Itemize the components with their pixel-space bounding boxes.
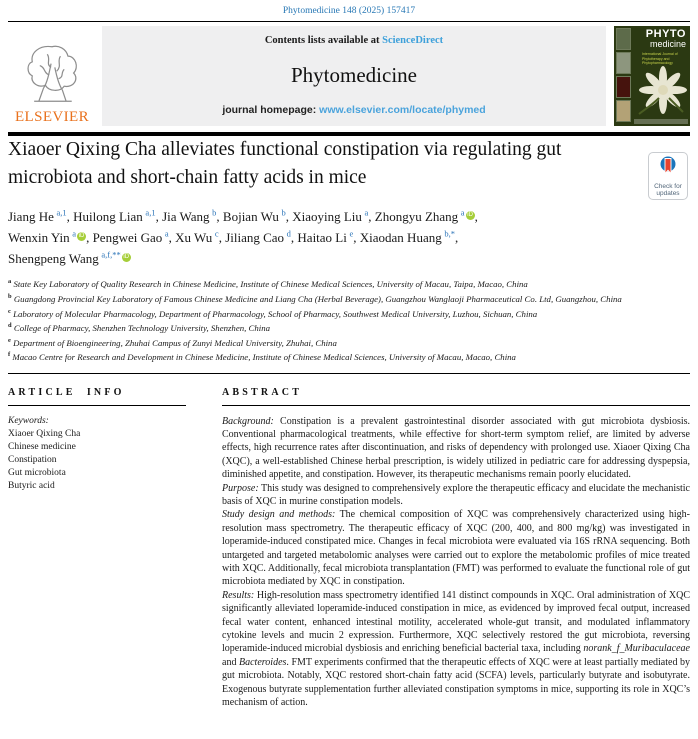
author-superscript: a	[364, 208, 369, 218]
author-name: Jia Wang	[162, 209, 210, 225]
info-abstract-section	[8, 387, 690, 710]
page-citation: Phytomedicine 148 (2025) 157417	[282, 6, 416, 16]
keywords-label: Keywords:	[8, 415, 49, 426]
keyword-item: Gut microbiota	[8, 467, 66, 478]
cover-side-strip	[616, 28, 631, 122]
check-updates-label: Check for updates	[654, 183, 682, 197]
author-name: Bojian Wu	[222, 209, 279, 225]
elsevier-tree-icon	[22, 43, 82, 110]
author: Pengwei Gao $^a$,	[92, 228, 176, 246]
abstract-paragraph: Study design and methods: The chemical composition of XQC was comprehensively characterized using high-resolution mass spectrometry. The therapeutic efficacy of XQC (200, 400, and 800 mg/kg) was investigated in loperamide-induced constipated mice. Changes in fecal microbiota were evaluated via 16S rRNA sequencing. Both untargeted and targeted metabolomic analyses were carried out to explore the metabolomic profiles of mice treated with XQC. Additionally, fecal microbiota transplantation (FMT) was performed to evaluate the functional role of gut microbiota mediated by XQC in constipation.	[222, 509, 690, 588]
cover-subtitle: International Journal of Phytotherapy and Phytopharmacology	[642, 52, 678, 65]
author: Xiaoying Liu $^a$,	[292, 208, 375, 225]
affiliation-item: $^e$ Department of Bioengineering, Zhuhai Campus of Zunyi Medical University, Zhuhai, China	[8, 336, 337, 348]
keyword-item: Constipation	[8, 454, 57, 465]
author-name: Xiaodan Huang	[359, 230, 442, 246]
author: Bojian Wu $^b$,	[222, 208, 293, 225]
abstract-paragraph: Background: Constipation is a prevalent gastrointestinal disorder associated with gut microbiota dysbiosis. Conventional pharmacological treatments, while effective for short-term symptom relief, are limited by adverse effects, high recurrence rates after discontinuation, and risks of dependency with prolonged use. Xiaoer Qixing Cha (XQC), a well-established Chinese herbal prescription, is widely utilized in pediatric care for addressing dyspepsia, diminished appetite, and constipation. However, its therapeutic mechanisms remain poorly elucidated.	[222, 415, 691, 481]
author: Jia Wang $^b$,	[162, 208, 223, 225]
affiliations-list	[8, 276, 656, 363]
author-name: Xiaoying Liu	[292, 209, 362, 225]
author-superscript: b	[212, 208, 217, 218]
authors-line	[8, 205, 513, 267]
author-name: Shengpeng Wang	[8, 250, 99, 266]
abstract-label: Results:	[222, 589, 255, 601]
top-rule	[8, 21, 690, 22]
article-info-rule	[8, 405, 186, 406]
author-superscript: a	[164, 228, 169, 239]
cover-bottom-text	[634, 119, 688, 124]
contents-prefix: Contents lists available at	[264, 35, 383, 46]
author-superscript: a,1	[145, 208, 156, 218]
author-name: Zhongyu Zhang	[374, 209, 459, 225]
author: Xiaodan Huang $^{b,*}$,	[359, 228, 459, 246]
flower-image	[633, 60, 689, 125]
author-superscript: b	[281, 208, 286, 218]
journal-cover-thumbnail[interactable]	[614, 26, 690, 126]
article-title: Xiaoer Qixing Cha alleviates functional constipation via regulating gut microbiota and short-chain fatty acids in mice	[8, 139, 562, 188]
author: Jiliang Cao $^d$,	[225, 228, 298, 246]
elsevier-logo-text: ELSEVIER	[14, 109, 90, 125]
author-name: Huilong Lian	[73, 209, 143, 225]
abstract-paragraph: Purpose: This study was designed to comprehensively explore the therapeutic efficacy and elucidate the mechanistic basis of XQC in murine constipation models.	[222, 482, 690, 508]
abstract-label: Background:	[222, 415, 274, 427]
author: Wenxin Yin $^a$ iD ,	[8, 228, 93, 246]
orcid-icon[interactable]: iD	[467, 212, 473, 218]
contents-line	[265, 35, 443, 46]
author: Jiang He $^{a,1}$,	[8, 208, 74, 225]
author-superscript: d	[286, 228, 291, 239]
orcid-icon[interactable]: iD	[78, 232, 85, 239]
abstract-heading: ABSTRACT	[222, 386, 303, 398]
affiliation-item: $^d$ College of Pharmacy, Shenzhen Technology University, Shenzhen, China	[8, 322, 271, 333]
author: Huilong Lian $^{a,1}$,	[73, 208, 163, 225]
sciencedirect-link[interactable]: ScienceDirect	[382, 35, 444, 46]
homepage-prefix: journal homepage:	[222, 104, 320, 116]
check-updates-icon	[659, 164, 677, 181]
check-updates-badge[interactable]	[648, 152, 688, 200]
author-superscript: c	[214, 228, 219, 239]
author: Haitao Li $^e$,	[297, 228, 360, 246]
section-divider-rule	[8, 373, 690, 374]
author-name: Jiang He	[8, 209, 54, 225]
author-name: Jiliang Cao	[225, 230, 285, 246]
abstract-body	[222, 415, 690, 710]
author: Xu Wu $^c$,	[175, 228, 226, 246]
orcid-icon[interactable]: iD	[123, 253, 130, 260]
abstract-paragraph: Results: High-resolution mass spectrometry identified 141 distinct compounds in XQC. Oral administration of XQC significantly alleviated loperamide-induced constipation in mice, as evidenced by improved fecal output, increased fecal water content, enhanced intestinal motility, accelerated whole-gut transit, and modulated inflammatory cytokine levels and mucin 2 expression. Furthermore, XQC selectively restored the gut microbiota, reversing loperamide-induced microbial dysbiosis and enriching beneficial bacterial taxa, including norank_f_Muribaculaceae and Bacteroides. FMT experiments confirmed that the therapeutic effects of XQC were at least partially mediated by gut microbiota. Notably, XQC restored short-chain fatty acid (SCFA) levels, particularly butyrate and isobutyrate. Exogenous butyrate supplementation further alleviated constipation symptoms in mice, supporting its role in XQC’s mechanism of action.	[222, 589, 691, 709]
journal-header	[8, 26, 690, 126]
author-name: Xu Wu	[175, 230, 213, 246]
homepage-line	[222, 104, 485, 116]
author-superscript: a	[72, 228, 77, 239]
author: Zhongyu Zhang $^a$ iD ,	[374, 208, 478, 225]
article-info-heading: ARTICLE INFO	[8, 386, 125, 398]
keyword-item: Butyric acid	[8, 480, 55, 491]
affiliation-item: $^c$ Laboratory of Molecular Pharmacology, Department of Pharmacology, School of Pharmacy, Southwest Medical University, Luzhou, Sichuan, China	[8, 307, 538, 319]
author-name: Pengwei Gao	[92, 230, 163, 246]
article-info-column	[8, 387, 186, 710]
abstract-label: Purpose:	[222, 482, 259, 494]
keyword-item: Xiaoer Qixing Cha	[8, 428, 81, 439]
author-superscript: a	[460, 208, 465, 218]
elsevier-logo	[8, 26, 96, 126]
author-superscript: a,1	[56, 208, 67, 218]
journal-title: Phytomedicine	[291, 62, 417, 87]
keyword-item: Chinese medicine	[8, 441, 76, 452]
affiliation-item: $^a$ State Key Laboratory of Quality Research in Chinese Medicine, Institute of Chinese Medical Sciences, University of Macau, Taipa, Macao, China	[8, 278, 528, 290]
author	[8, 251, 131, 266]
author-name: Haitao Li	[297, 230, 347, 246]
abstract-column	[222, 387, 690, 710]
cover-title: PHYTO medicine	[645, 28, 686, 49]
abstract-rule	[222, 405, 690, 406]
keywords-list	[8, 428, 186, 493]
abstract-label: Study design and methods:	[222, 509, 336, 521]
author-superscript: a,f,**	[101, 249, 121, 260]
author-superscript: e	[349, 228, 354, 239]
affiliation-item: $^b$ Guangdong Provincial Key Laboratory of Famous Chinese Medicine and Liang Cha (Herbal Beverage), Guangzhou Wanglaoji Pharmaceutical Co. Ltd, Guangzhou, China	[8, 293, 622, 304]
author-superscript: b,*	[444, 228, 455, 239]
author-name: Wenxin Yin	[8, 230, 70, 246]
journal-homepage-link[interactable]: www.elsevier.com/locate/phymed	[319, 104, 486, 116]
affiliation-item: $^f$ Macao Centre for Research and Development in Chinese Medicine, Institute of Chinese Medical Sciences, University of Macau, Macao, China	[8, 351, 516, 362]
journal-banner	[102, 26, 606, 126]
